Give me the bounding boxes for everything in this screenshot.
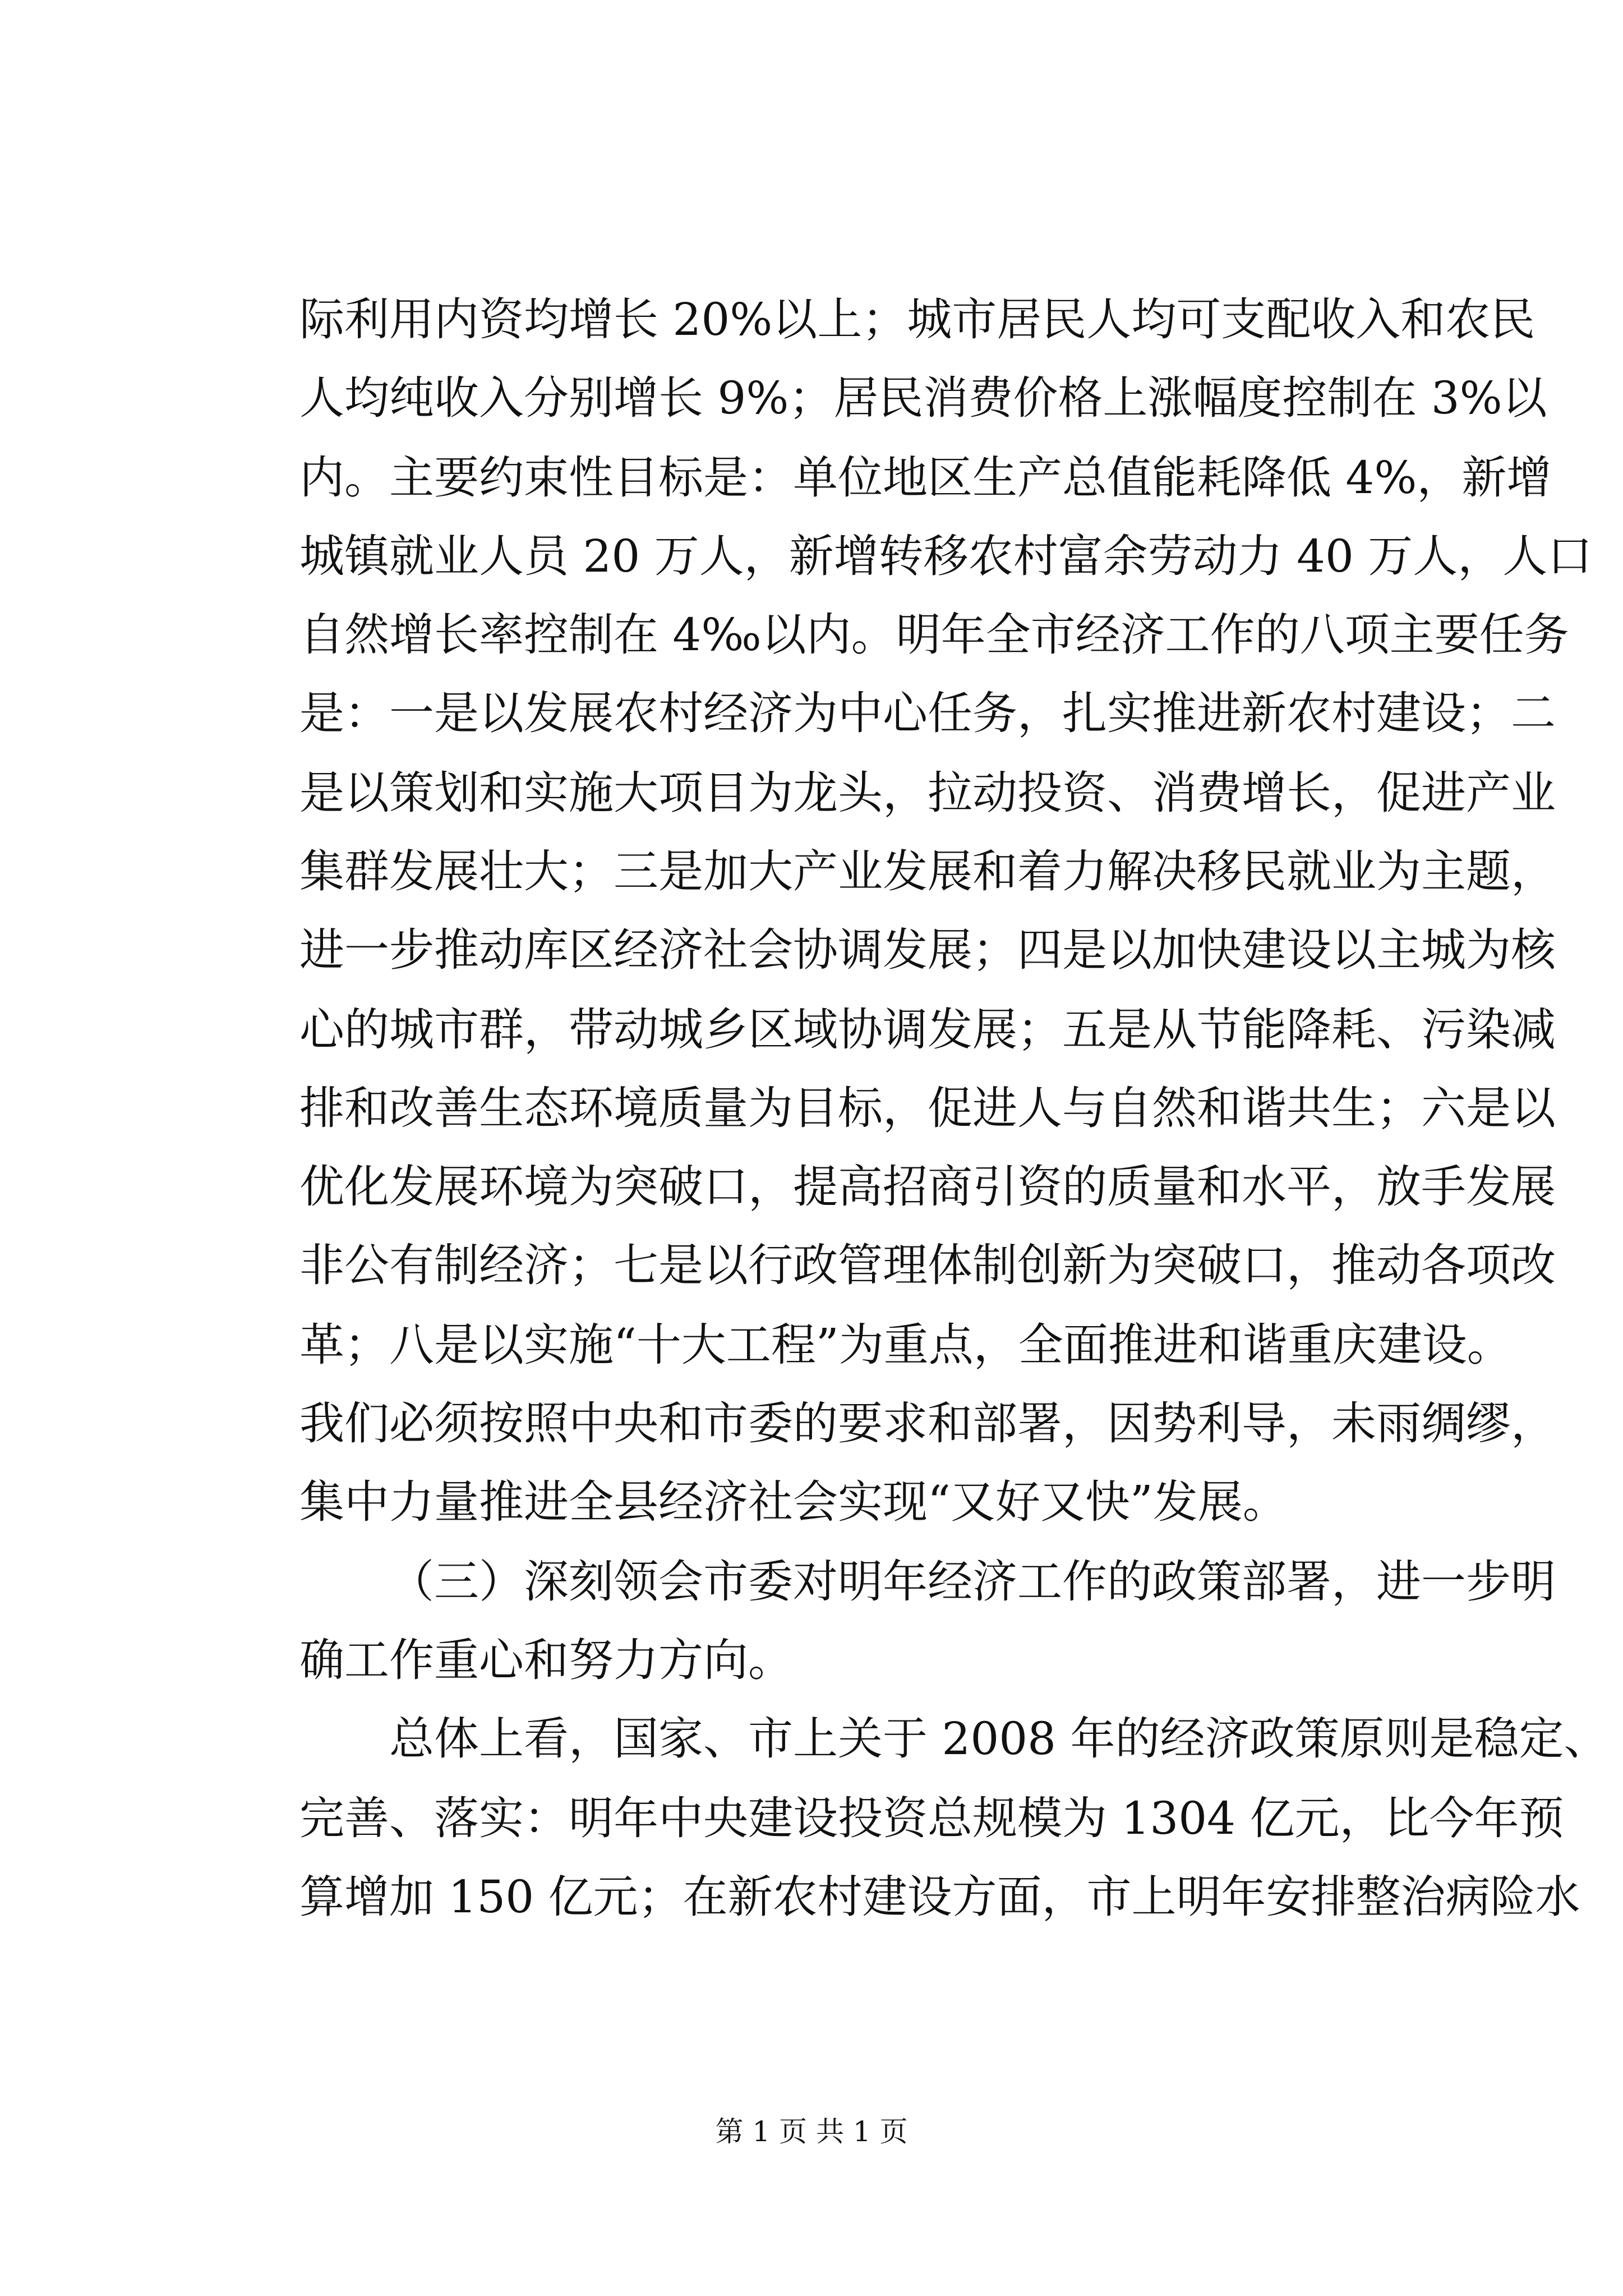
text-line: 集中力量推进全县经济社会实现“又好又快”发展。 bbox=[299, 1476, 1288, 1528]
text-line: 人均纯收入分别增长 9%；居民消费价格上涨幅度控制在 3%以 bbox=[299, 372, 1547, 424]
text-line: 我们必须按照中央和市委的要求和部署，因势利导，未雨绸缪， bbox=[299, 1397, 1556, 1450]
paragraph-first-line: 总体上看，国家、市上关于 2008 年的经济政策原则是稳定、 bbox=[389, 1713, 1609, 1765]
section-heading-line: 确工作重心和努力方向。 bbox=[299, 1634, 793, 1686]
text-line: 自然增长率控制在 4‰以内。明年全市经济工作的八项主要任务 bbox=[299, 609, 1569, 661]
text-line: 城镇就业人员 20 万人，新增转移农村富余劳动力 40 万人，人口 bbox=[299, 530, 1593, 582]
text-line: 际利用内资均增长 20%以上；城市居民人均可支配收入和农民 bbox=[299, 293, 1536, 346]
text-line: 集群发展壮大；三是加大产业发展和着力解决移民就业为主题， bbox=[299, 845, 1556, 898]
text-line: 心的城市群，带动城乡区域协调发展；五是从节能降耗、污染减 bbox=[299, 1004, 1556, 1056]
text-line: 优化发展环境为突破口，提高招商引资的质量和水平，放手发展 bbox=[299, 1161, 1556, 1213]
page-footer: 第 1 页 共 1 页 bbox=[715, 2115, 908, 2148]
text-line: 排和改善生态环境质量为目标，促进人与自然和谐共生；六是以 bbox=[299, 1082, 1556, 1134]
text-line: 进一步推动库区经济社会协调发展；四是以加快建设以主城为核 bbox=[299, 924, 1556, 976]
text-line: 内。主要约束性目标是：单位地区生产总值能耗降低 4%，新增 bbox=[299, 452, 1552, 504]
text-line: 是以策划和实施大项目为龙头，拉动投资、消费增长，促进产业 bbox=[299, 767, 1556, 819]
text-line: 革；八是以实施“十大工程”为重点，全面推进和谐重庆建设。 bbox=[299, 1319, 1512, 1371]
text-line: 是：一是以发展农村经济为中心任务，扎实推进新农村建设；二 bbox=[299, 687, 1556, 739]
text-line: 完善、落实：明年中央建设投资总规模为 1304 亿元，比今年预 bbox=[299, 1792, 1564, 1844]
section-heading-line: （三）深刻领会市委对明年经济工作的政策部署，进一步明 bbox=[389, 1556, 1556, 1608]
text-line: 算增加 150 亿元；在新农村建设方面，市上明年安排整治病险水 bbox=[299, 1871, 1580, 1923]
text-line: 非公有制经济；七是以行政管理体制创新为突破口，推动各项改 bbox=[299, 1239, 1556, 1291]
